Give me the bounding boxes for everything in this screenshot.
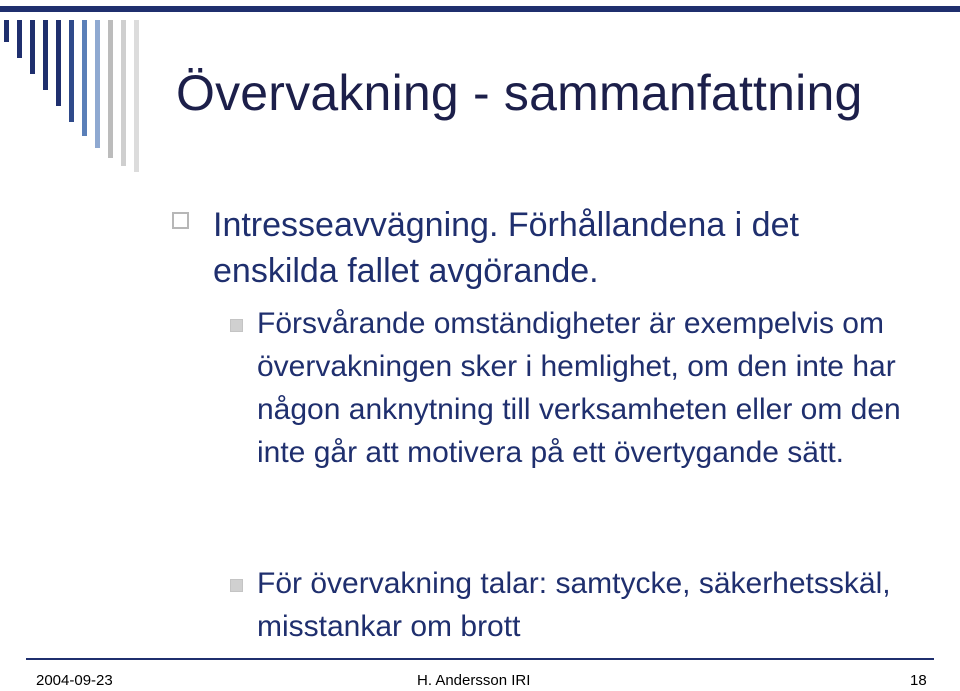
footer-author: H. Andersson IRI xyxy=(417,672,531,689)
stripe xyxy=(56,20,61,106)
stripe xyxy=(121,20,126,166)
stripe xyxy=(30,20,35,74)
page-number: 18 xyxy=(910,672,927,689)
square-bullet-icon xyxy=(230,319,243,332)
stripe xyxy=(69,20,74,122)
square-bullet-icon xyxy=(230,579,243,592)
stripe xyxy=(82,20,87,136)
bullet-text: Intresseavvägning. Förhållandena i det enskilda fallet avgörande. xyxy=(213,206,799,290)
sub-bullet-text: Försvårande omständigheter är exempelvis om övervakningen sker i hemlighet, om den inte har någon anknytning till verksamheten eller om den inte går att motivera på ett övertygande sätt. xyxy=(257,307,901,469)
stripe xyxy=(108,20,113,158)
stripe xyxy=(95,20,100,148)
hollow-square-bullet-icon xyxy=(172,212,189,229)
stripe xyxy=(4,20,9,42)
footer-rule xyxy=(26,658,934,660)
sub-bullet-text: För övervakning talar: samtycke, säkerhetsskäl, misstankar om brott xyxy=(257,567,891,643)
stripe xyxy=(134,20,139,172)
decorative-stripes xyxy=(0,0,150,180)
footer-date: 2004-09-23 xyxy=(36,672,113,689)
stripe xyxy=(43,20,48,90)
stripe xyxy=(17,20,22,58)
slide-title: Övervakning - sammanfattning xyxy=(176,65,863,121)
